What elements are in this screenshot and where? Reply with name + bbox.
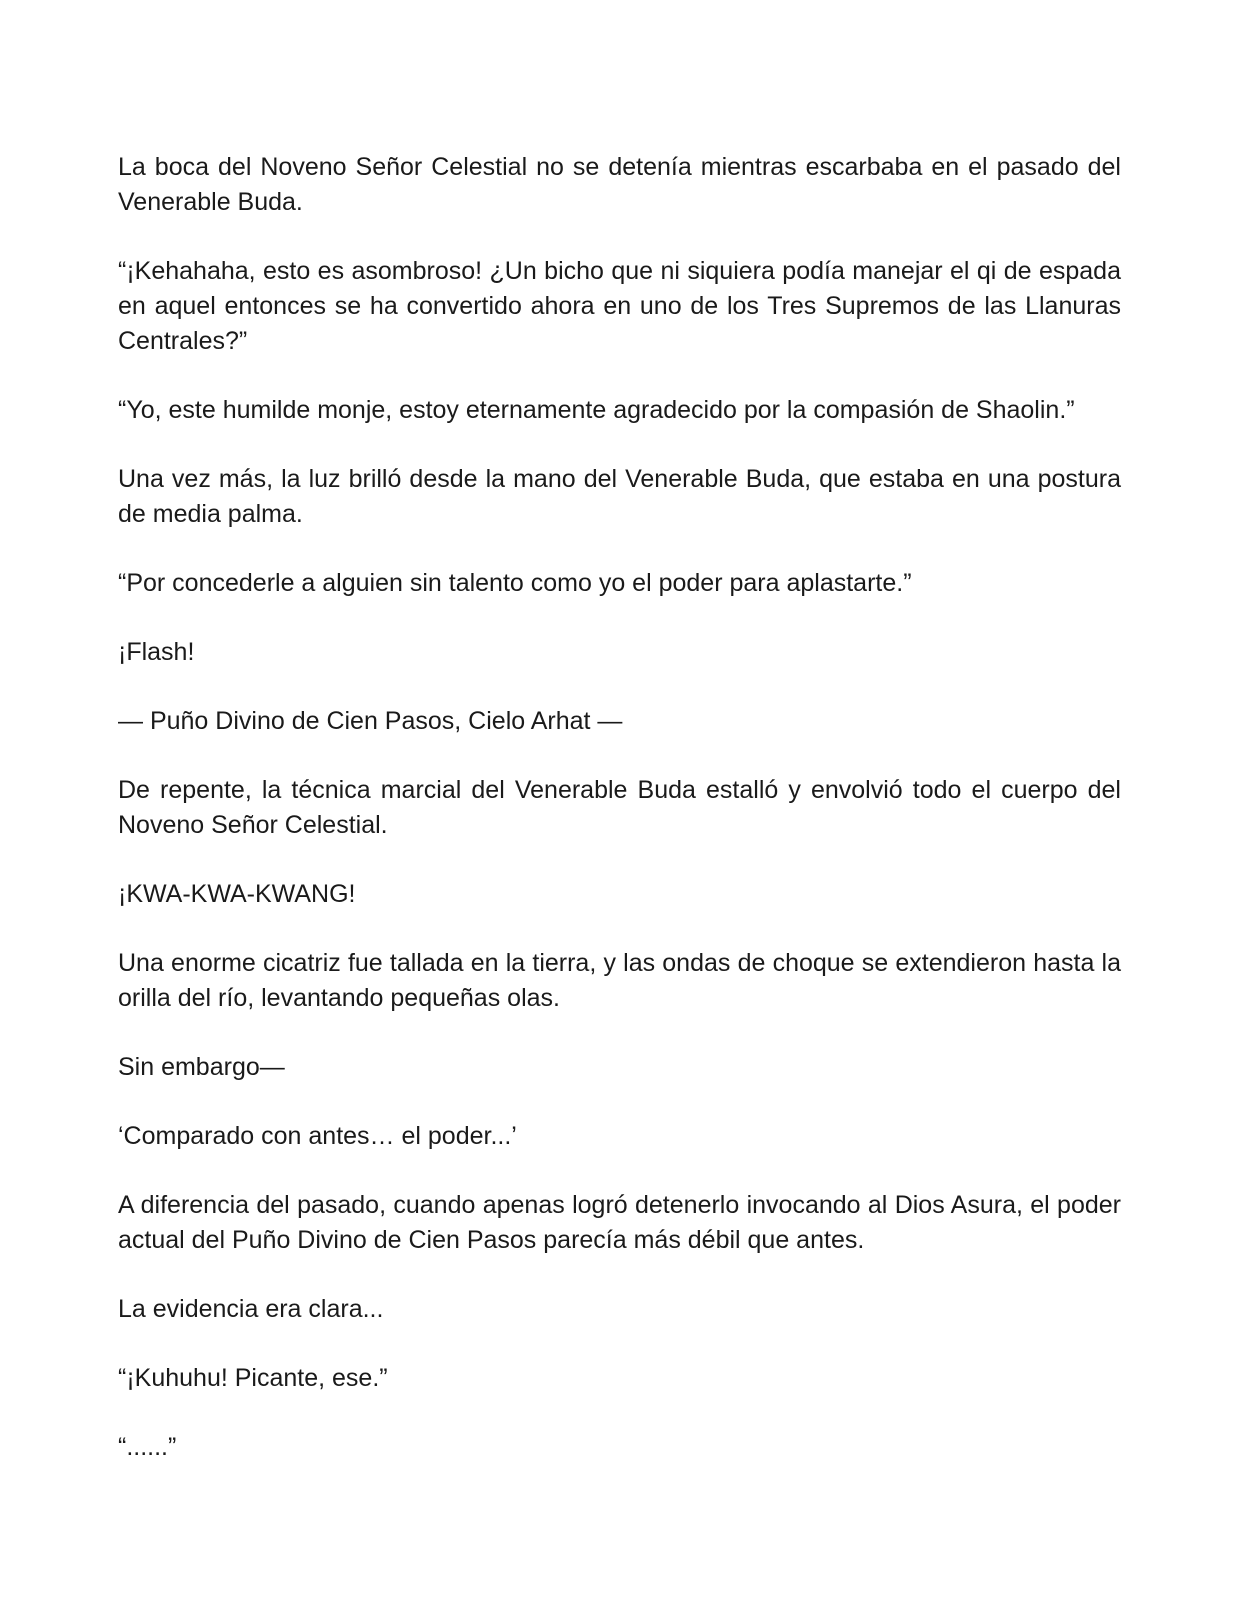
paragraph-3: “Yo, este humilde monje, estoy eternamente agradecido por la compasión de Shaolin.” — [118, 396, 1075, 424]
paragraph-9: ¡KWA-KWA-KWANG! — [118, 880, 356, 908]
paragraph-7: — Puño Divino de Cien Pasos, Cielo Arhat — — [118, 707, 623, 735]
paragraph-1: La boca del Noveno Señor Celestial no se detenía mientras escarbaba en el pasado del Venerable Buda. — [118, 153, 1121, 216]
paragraph-15: “¡Kuhuhu! Picante, ese.” — [118, 1364, 388, 1392]
paragraph-10: Una enorme cicatriz fue tallada en la tierra, y las ondas de choque se extendieron hasta la orilla del río, levantando pequeñas olas. — [118, 949, 1121, 1012]
paragraph-13: A diferencia del pasado, cuando apenas logró detenerlo invocando al Dios Asura, el poder actual del Puño Divino de Cien Pasos parecía más débil que antes. — [118, 1191, 1121, 1254]
paragraph-16: “......” — [118, 1433, 177, 1461]
document-page — [118, 150, 1121, 1465]
paragraph-8: De repente, la técnica marcial del Venerable Buda estalló y envolvió todo el cuerpo del Noveno Señor Celestial. — [118, 776, 1121, 839]
paragraph-4: Una vez más, la luz brilló desde la mano del Venerable Buda, que estaba en una postura de media palma. — [118, 465, 1121, 528]
paragraph-14: La evidencia era clara... — [118, 1295, 384, 1323]
paragraph-12: ‘Comparado con antes… el poder...’ — [118, 1122, 517, 1150]
paragraph-11: Sin embargo— — [118, 1053, 285, 1081]
paragraph-6: ¡Flash! — [118, 638, 195, 666]
paragraph-2: “¡Kehahaha, esto es asombroso! ¿Un bicho que ni siquiera podía manejar el qi de espada en aquel entonces se ha convertido ahora en uno de los Tres Supremos de las Llanuras Centrales?” — [118, 257, 1121, 355]
paragraph-5: “Por concederle a alguien sin talento como yo el poder para aplastarte.” — [118, 569, 912, 597]
